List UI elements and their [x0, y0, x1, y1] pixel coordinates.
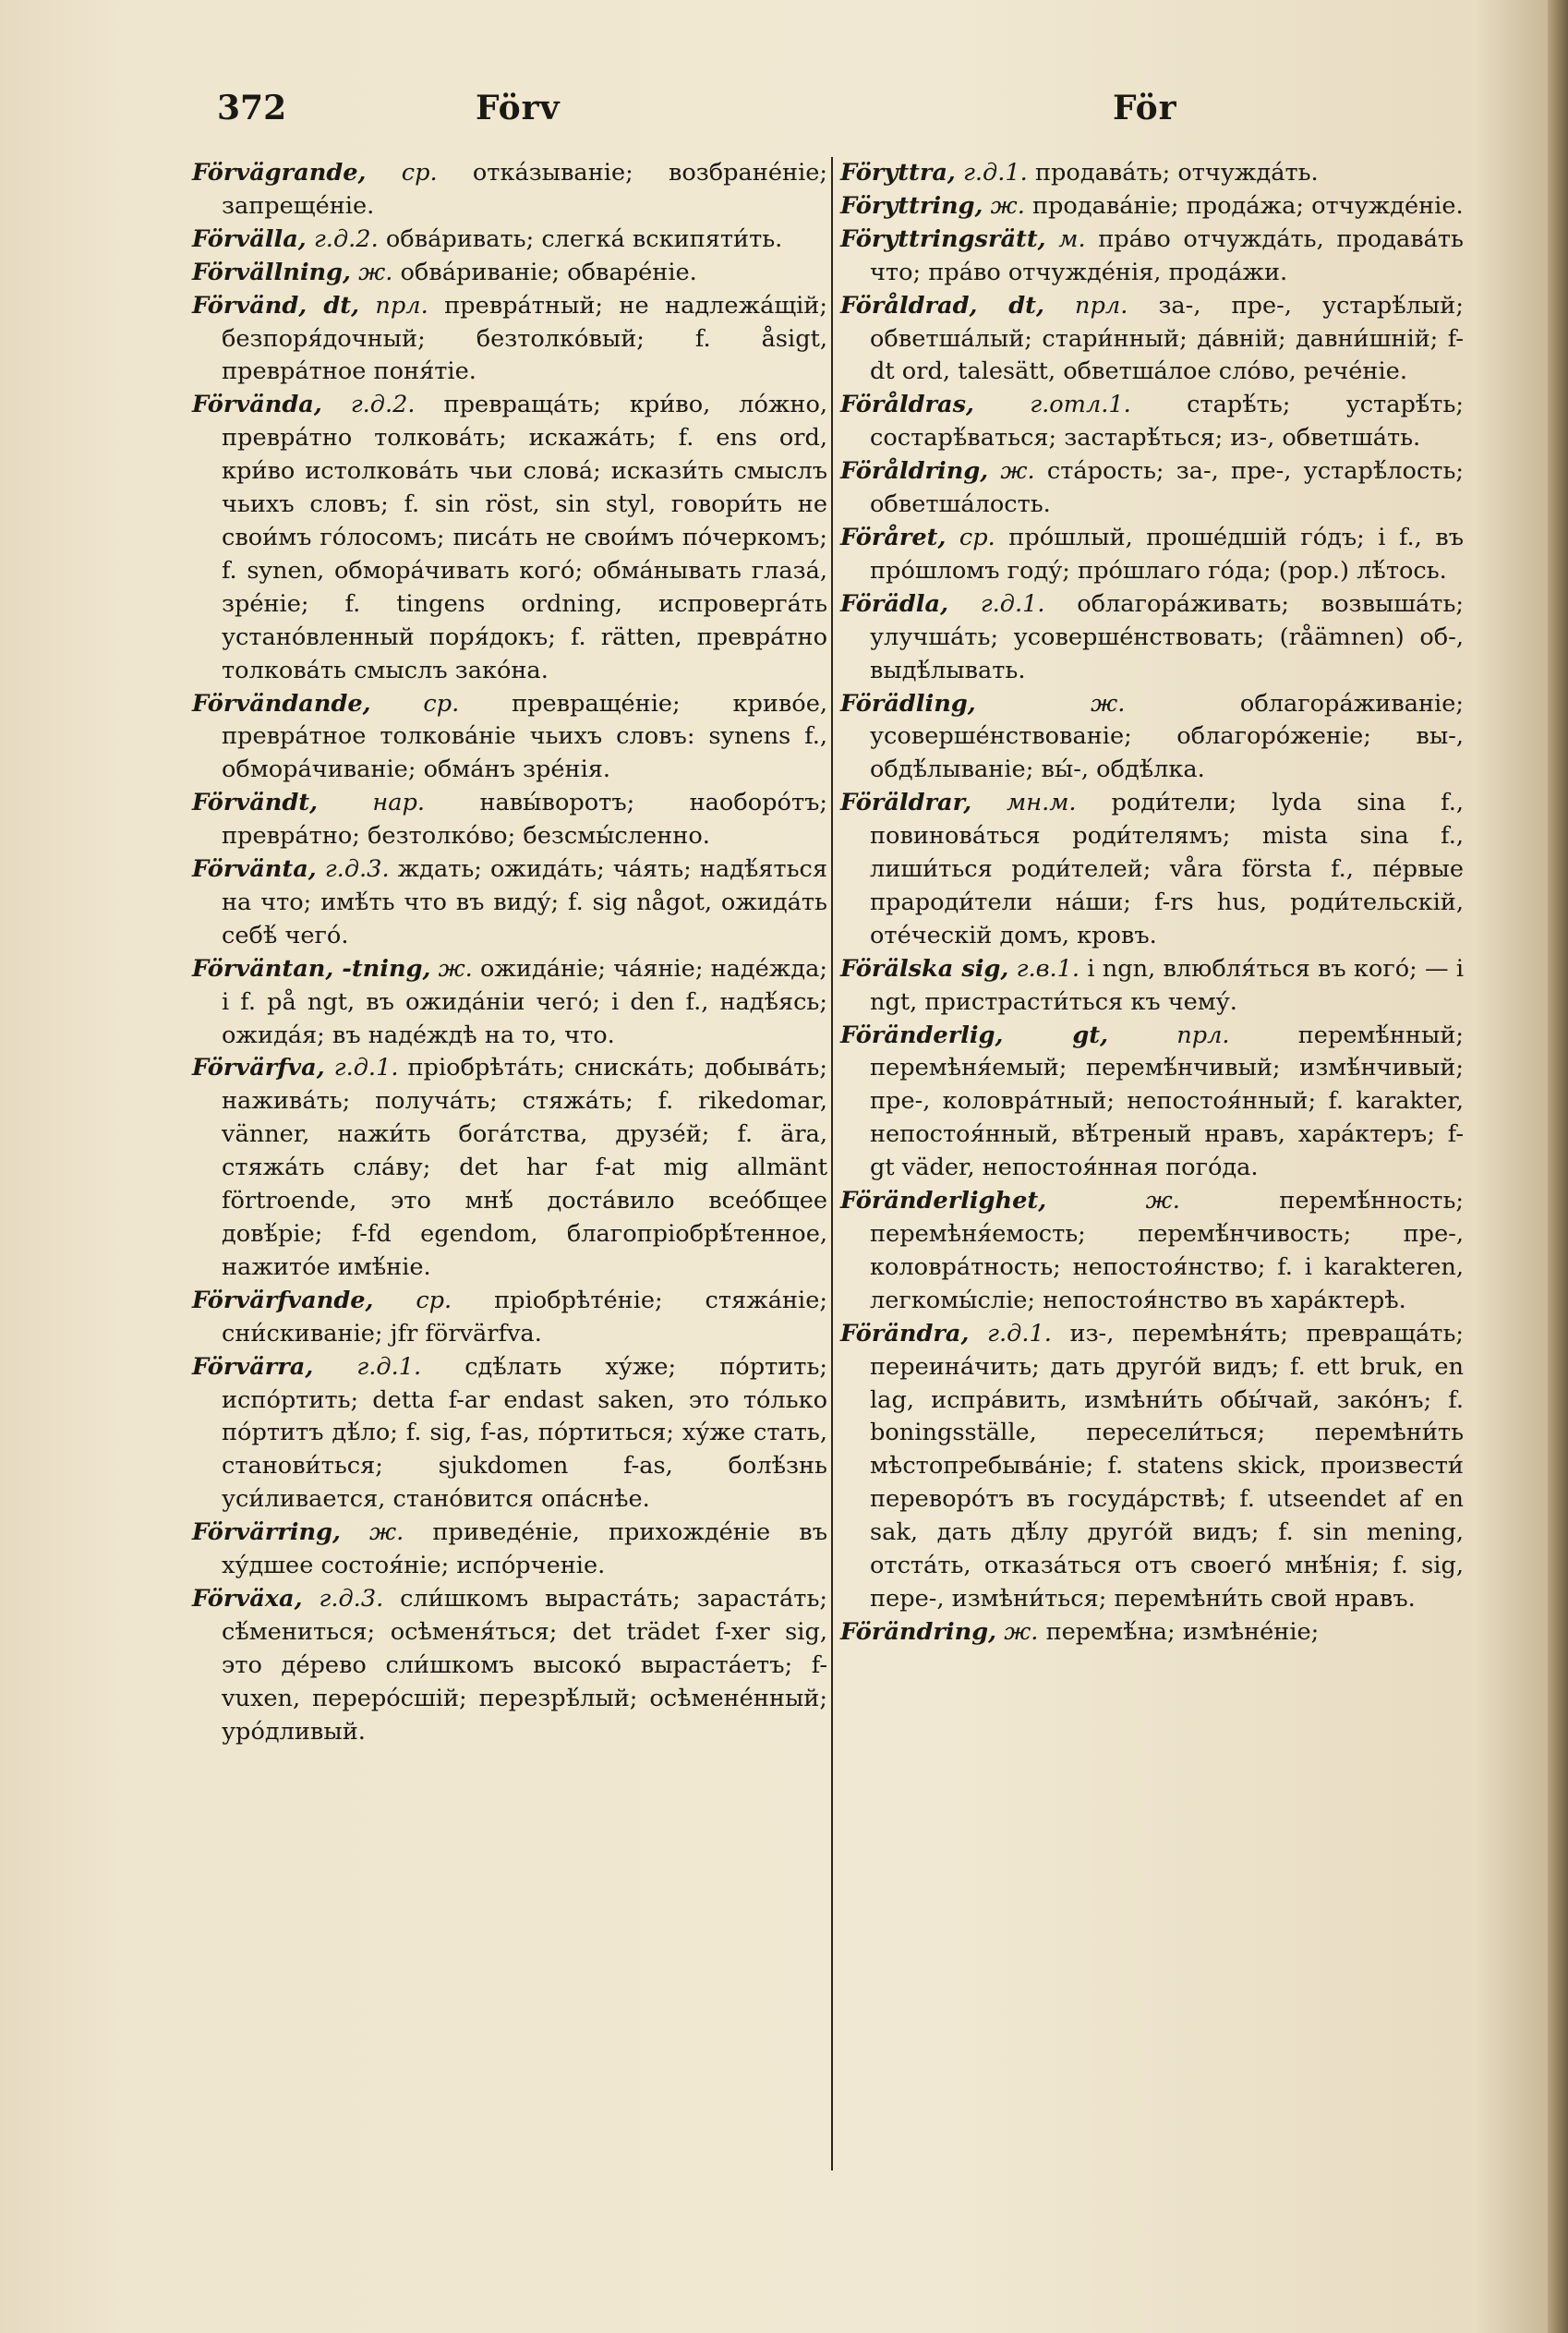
entry-definition: пріобрѣта́ть; сниска́ть; добыва́ть; нажива́ть; получа́ть; стяжа́ть; f. rikedomar, vänner, нажи́ть бога́тства, друзе́й; f. ära, стяжа́ть сла́ву; det har f-at mig allmänt förtroende, это мнѣ́ доста́вило всео́бщее довѣ́ріе; f-fd egendom, благопріобрѣ́тенное, нажито́е имѣ́ніе. [222, 1054, 827, 1281]
entry-headword: Förvändt, [192, 789, 319, 817]
entry-definition: обва́ривать; слегка́ вскипяти́ть. [385, 224, 783, 253]
entry-part-of-speech: г.д.1. [333, 1054, 399, 1082]
entry-definition: сдѣ́лать ху́же; по́ртить; испо́ртить; detta f-ar endast saken, это то́лько по́ртитъ дѣ́ло; f. sig, f-as, по́ртиться; ху́же стать, станови́ться; sjukdomen f-as, болѣ́знь уси́ливается, стано́вится опа́снѣе. [222, 1352, 828, 1514]
entry-part-of-speech: г.д.3. [324, 855, 390, 884]
entry-part-of-speech: г.д.2. [313, 224, 379, 253]
entry-definition: перемѣ́нный; перемѣня́емый; перемѣ́нчивый; измѣ́нчивый; пре-, коловра́тный; непостоя́нный; f. karakter, непостоя́нный, вѣ́треный нравъ, хара́ктеръ; f-gt väder, непостоя́нная пого́да. [870, 1021, 1464, 1182]
dictionary-entry [192, 853, 827, 953]
dictionary-entry [192, 1351, 827, 1517]
dictionary-entry [840, 290, 1464, 390]
entry-headword: Föråldras, [840, 391, 974, 419]
entry-definition: облагора́живать; возвыша́ть; улучша́ть; усоверше́нствовать; (råämnen) об-, выдѣ́лывать. [870, 589, 1465, 684]
entry-part-of-speech: м. [1058, 224, 1086, 253]
dictionary-entry [192, 290, 827, 390]
entry-definition: ста́рость; за-, пре-, устарѣ́лость; обветша́лость. [870, 457, 1465, 519]
entry-headword: Föryttring, [840, 191, 983, 220]
entry-headword: Förväntan, -tning, [192, 954, 431, 983]
right-column [840, 157, 1464, 1650]
entry-part-of-speech: прл. [1176, 1021, 1230, 1049]
entry-headword: Föråret, [840, 523, 947, 551]
entry-headword: Föränderlig, gt, [840, 1021, 1109, 1049]
dictionary-entry [192, 1583, 827, 1749]
dictionary-entry [840, 190, 1464, 224]
entry-definition: отка́зываніе; возбране́ніе; запреще́ніе. [222, 159, 828, 220]
entry-headword: Förvändande, [192, 689, 371, 718]
entry-part-of-speech: ж. [1091, 689, 1126, 718]
entry-headword: Förvägrande, [192, 159, 367, 187]
entry-definition: роди́тели; lyda sina f., повинова́ться роди́телямъ; mista sina f., лиши́ться роди́телей; våra första f., пе́рвые прароди́тели на́ши; f-rs hus, роди́тельскій, оте́ческій домъ, кровъ. [870, 789, 1465, 949]
entry-headword: Förvänd, dt, [192, 291, 359, 320]
dictionary-entry [840, 224, 1464, 290]
entry-part-of-speech: мн.м. [1007, 789, 1077, 817]
entry-part-of-speech: ср. [959, 523, 995, 551]
entry-part-of-speech: ж. [1000, 457, 1035, 486]
dictionary-entry [192, 953, 827, 1053]
page-edge [1548, 0, 1568, 2333]
dictionary-entry [192, 1285, 827, 1351]
entry-part-of-speech: г.д.1. [987, 1319, 1052, 1348]
entry-part-of-speech: прл. [1075, 291, 1128, 320]
dictionary-entry [192, 688, 827, 788]
entry-headword: Föränderlighet, [840, 1187, 1047, 1215]
entry-headword: Förvärfva, [192, 1054, 325, 1082]
left-running-head: Förv [476, 89, 561, 127]
entry-headword: Förändring, [840, 1617, 997, 1646]
entry-part-of-speech: ж. [1145, 1187, 1180, 1215]
entry-definition: за-, пре-, устарѣ́лый; обветша́лый; стари́нный; да́вній; давни́шній; f-dt ord, talesätt, обветша́лое сло́во, рече́ніе. [870, 291, 1464, 386]
entry-part-of-speech: прл. [375, 291, 428, 320]
entry-definition: про́шлый, проше́дшій го́дъ; i f., въ про́шломъ году́; про́шлаго го́да; (рор.) лѣ́тось. [870, 523, 1464, 585]
entry-headword: Förvällning, [192, 258, 351, 286]
left-column [192, 157, 827, 1749]
entry-definition: превраща́ть; кри́во, ло́жно, превра́тно толкова́ть; искажа́ть; f. ens ord, кри́во истолкова́ть чьи слова́; искази́ть смыслъ чьихъ словъ; f. sin röst, sin styl, говори́ть не свои́мъ го́лосомъ; писа́ть не свои́мъ по́черкомъ; f. synen, обмора́чивать кого́; обма́нывать глаза́, зре́ніе; f. tingens ordning, испроверга́ть устано́вленный поря́докъ; f. rätten, превра́тно толкова́ть смыслъ зако́на. [222, 391, 827, 684]
entry-headword: Förvärring, [192, 1518, 341, 1547]
entry-part-of-speech: г.д.1. [980, 589, 1045, 618]
page-header [189, 89, 1496, 135]
entry-headword: Förälska sig, [840, 954, 1009, 983]
entry-part-of-speech: г.д.2. [350, 391, 416, 419]
entry-definition: ожида́ніе; ча́яніе; наде́жда; i f. på ngt, въ ожида́ніи чего́; i den f., надѣ́ясь; ожида́я; въ наде́ждѣ на то, что. [222, 954, 827, 1049]
entry-headword: Föräldrar, [840, 789, 972, 817]
entry-part-of-speech: ср. [401, 159, 438, 187]
entry-headword: Förvärfvande, [192, 1286, 374, 1314]
entry-part-of-speech: ж. [369, 1518, 404, 1547]
entry-headword: Föryttra, [840, 159, 956, 187]
entry-part-of-speech: ж. [438, 954, 473, 983]
dictionary-entry [840, 953, 1464, 1020]
dictionary-entry [840, 1020, 1464, 1186]
entry-headword: Föråldrad, dt, [840, 291, 1044, 320]
entry-headword: Förväxa, [192, 1584, 303, 1613]
dictionary-entry [840, 455, 1464, 522]
entry-headword: Föryttringsrätt, [840, 224, 1046, 253]
entry-definition: i ngn, влюбля́ться въ кого́; — i ngt, пристрасти́ться къ чему́. [870, 954, 1465, 1016]
column-rule [831, 157, 833, 2170]
entry-definition: превра́тный; не надлежа́щій; безпоря́дочный; безтолко́вый; f. åsigt, превра́тное поня́тіе. [222, 291, 827, 386]
entry-headword: Föråldring, [840, 457, 989, 486]
dictionary-entry [192, 1517, 827, 1583]
entry-definition: приведе́ніе, прихожде́ніе въ ху́дшее состоя́ніе; испо́рченіе. [222, 1518, 827, 1580]
dictionary-entry [192, 389, 827, 687]
dictionary-entry [192, 787, 827, 853]
entry-definition: перемѣ́нность; перемѣня́емость; перемѣ́нчивость; пре-, коловра́тность; непостоя́нство; f. i karakteren, легкомы́сліе; непостоя́нство въ хара́ктерѣ. [870, 1187, 1465, 1314]
dictionary-entry [192, 157, 827, 224]
dictionary-entry [840, 1318, 1464, 1616]
entry-definition: пра́во отчужда́ть, продава́ть что; пра́во отчужде́нія, прода́жи. [870, 224, 1464, 286]
entry-definition: продава́ніе; прода́жа; отчужде́ніе. [1031, 191, 1464, 220]
entry-part-of-speech: ж. [990, 191, 1025, 220]
entry-definition: из-, перемѣня́ть; превраща́ть; переина́чить; дать друго́й видъ; f. ett bruk, en lag, испра́вить, измѣни́ть обы́чай, зако́нъ; f. boningsställe, пересели́ться; перемѣни́ть мѣстопребыва́ніе; f. statens skick, произвести́ переворо́тъ въ госуда́рствѣ; f. utseendet af en sak, дать дѣ́лу друго́й видъ; f. sin mening, отста́ть, отказа́ться отъ своего́ мнѣ́нія; f. sig, пере-, измѣни́ться; перемѣни́ть свой нравъ. [870, 1319, 1464, 1613]
entry-definition: сли́шкомъ выраста́ть; зараста́ть; сѣ́мениться; осѣменя́ться; det trädet f-xer sig, это де́рево сли́шкомъ высоко́ выраста́етъ; f-vuxen, переро́сшій; перезрѣ́лый; осѣмене́нный; уро́дливый. [222, 1584, 828, 1746]
entry-part-of-speech: г.отл.1. [1030, 391, 1131, 419]
entry-headword: Förädla, [840, 589, 949, 618]
entry-headword: Förvänta, [192, 855, 317, 884]
dictionary-entry [840, 1616, 1464, 1650]
entry-part-of-speech: ж. [358, 258, 393, 286]
entry-headword: Förvärra, [192, 1352, 314, 1381]
dictionary-entry [840, 688, 1464, 788]
entry-part-of-speech: г.д.1. [356, 1352, 422, 1381]
entry-definition: навы́воротъ; наоборо́тъ; превра́тно; безтолко́во; безсмы́сленно. [222, 789, 828, 851]
entry-headword: Förädling, [840, 689, 976, 718]
dictionary-entry [840, 1185, 1464, 1318]
entry-definition: обва́риваніе; обваре́ніе. [400, 258, 697, 286]
dictionary-entry [192, 257, 827, 290]
dictionary-entry [840, 588, 1464, 688]
entry-part-of-speech: г.д.1. [962, 159, 1028, 187]
dictionary-entry [840, 787, 1464, 953]
entry-definition: превраще́ніе; криво́е, превра́тное толкова́ніе чьихъ словъ: synens f., обмора́чиваніе; обма́нъ зре́нія. [222, 689, 827, 784]
page-number: 372 [217, 89, 287, 127]
entry-definition: старѣ́ть; устарѣ́ть; состарѣ́ваться; застарѣ́ться; из-, обветша́ть. [870, 391, 1464, 453]
entry-headword: Förvälla, [192, 224, 307, 253]
entry-definition: ждать; ожида́ть; ча́ять; надѣ́яться на что; имѣ́ть что въ виду́; f. sig något, ожида́ть себѣ́ чего́. [222, 855, 828, 949]
entry-definition: продава́ть; отчужда́ть. [1034, 159, 1319, 187]
dictionary-entry [192, 1052, 827, 1284]
dictionary-entry [840, 522, 1464, 588]
entry-definition: перемѣ́на; измѣне́ніе; [1045, 1617, 1320, 1646]
entry-part-of-speech: г.д.3. [319, 1584, 384, 1613]
dictionary-entry [840, 389, 1464, 455]
entry-part-of-speech: ж. [1004, 1617, 1039, 1646]
dictionary-entry [192, 224, 827, 257]
entry-definition: облагора́живаніе; усоверше́нствованіе; облагоро́женіе; вы-, обдѣ́лываніе; вы́-, обдѣ́лка. [870, 689, 1464, 784]
dictionary-entry [840, 157, 1464, 190]
entry-definition: пріобрѣте́ніе; стяжа́ніе; сни́скиваніе; jfr förvärfva. [222, 1286, 827, 1348]
entry-headword: Förändra, [840, 1319, 970, 1348]
entry-headword: Förvända, [192, 391, 322, 419]
right-running-head: För [1113, 89, 1177, 127]
entry-part-of-speech: ср. [423, 689, 460, 718]
entry-part-of-speech: ср. [416, 1286, 452, 1314]
entry-part-of-speech: нар. [372, 789, 426, 817]
entry-part-of-speech: г.в.1. [1016, 954, 1080, 983]
